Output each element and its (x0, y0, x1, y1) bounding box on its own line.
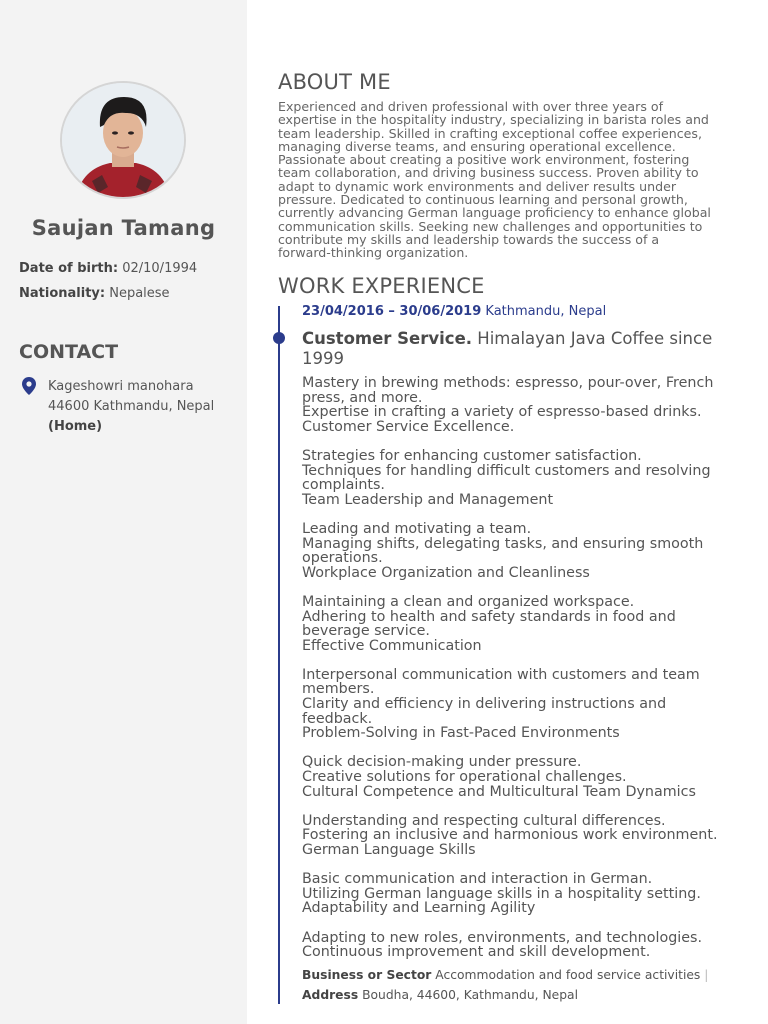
about-line: team collaboration, and driving business success. Proven ability to (278, 165, 699, 181)
duty-line: Creative solutions for operational challenges. (302, 769, 627, 786)
timeline-line (278, 306, 280, 1004)
job-title (302, 329, 742, 369)
profile-name: Saujan Tamang (31, 216, 216, 240)
duty-line: operations. (302, 550, 383, 567)
dob-label: Date of birth: (19, 261, 119, 276)
about-line: Passionate about creating a positive work environment, fostering (278, 152, 690, 168)
duty-spacer (302, 434, 742, 449)
duty-line: Quick decision-making under pressure. (302, 754, 582, 771)
duty-line: press, and more. (302, 389, 423, 406)
duty-spacer (302, 580, 742, 595)
contact-heading: CONTACT (19, 341, 119, 363)
business-address-label: Address (302, 988, 359, 1002)
duty-line: Fostering an inclusive and harmonious work environment. (302, 827, 718, 844)
job-dates (302, 304, 606, 319)
duty-line: Workplace Organization and Cleanliness (302, 564, 590, 581)
address-line-2: 44600 Kathmandu, Nepal (48, 399, 215, 414)
job-duties (302, 376, 742, 960)
about-line: communication skills. Seeking new challenges and opportunities to (278, 218, 703, 234)
duty-line: beverage service. (302, 623, 430, 640)
about-line: currently advancing German language proficiency to enhance global (278, 205, 711, 221)
avatar (60, 81, 186, 199)
duty-line: Effective Communication (302, 637, 482, 654)
duty-spacer (302, 858, 742, 873)
duty-line: Utilizing German language skills in a hospitality setting. (302, 885, 701, 902)
duty-line: Maintaining a clean and organized workspace. (302, 593, 635, 610)
avatar-photo-icon (62, 83, 184, 197)
job-role: Customer Service. (302, 329, 473, 348)
duty-line: Leading and motivating a team. (302, 520, 532, 537)
about-line: managing diverse teams, and ensuring operational excellence. (278, 138, 676, 154)
timeline-dot-icon (273, 332, 285, 344)
work-experience-heading: WORK EXPERIENCE (278, 274, 485, 298)
duty-line: Team Leadership and Management (302, 491, 554, 508)
about-line: contribute my skills and leadership towards the success of a (278, 231, 660, 247)
job-date-range: 23/04/2016 – 30/06/2019 (302, 304, 482, 319)
duty-line: Strategies for enhancing customer satisfaction. (302, 447, 642, 464)
duty-line: German Language Skills (302, 842, 476, 858)
duty-line: Adaptability and Learning Agility (302, 900, 536, 917)
duty-line: complaints. (302, 477, 385, 494)
duty-line: Mastery in brewing methods: espresso, pour-over, French (302, 375, 714, 391)
nationality-label: Nationality: (19, 286, 106, 301)
sidebar (0, 0, 247, 1024)
nationality (19, 286, 170, 301)
address-line-1: Kageshowri manohara (48, 379, 194, 394)
about-line: Experienced and driven professional with over three years of (278, 99, 664, 114)
duty-line: Problem-Solving in Fast-Paced Environments (302, 725, 620, 742)
duty-spacer (302, 799, 742, 814)
job-employer: Himalayan Java Coffee since 1999 (302, 329, 713, 368)
dob-value: 02/10/1994 (122, 261, 198, 276)
duty-line: Adapting to new roles, environments, and technologies. (302, 929, 703, 946)
sector-separator: | (704, 968, 709, 982)
duty-line: Clarity and efficiency in delivering instructions and (302, 696, 667, 713)
duty-line: Managing shifts, delegating tasks, and ensuring smooth (302, 535, 704, 552)
sector-value: Accommodation and food service activities (435, 968, 701, 982)
about-text (278, 100, 744, 260)
duty-line: members. (302, 681, 375, 698)
business-sector (302, 968, 708, 982)
about-heading: ABOUT ME (278, 70, 391, 94)
contact-address (48, 377, 214, 437)
about-line: pressure. Dedicated to continuous learning and personal growth, (278, 192, 688, 208)
duty-spacer (302, 507, 742, 522)
about-line: forward-thinking organization. (278, 245, 469, 261)
duty-line: Understanding and respecting cultural differences. (302, 812, 666, 829)
about-line: adapt to dynamic work environments and deliver results under (278, 178, 676, 194)
duty-line: Expertise in crafting a variety of espresso-based drinks. (302, 404, 702, 421)
nationality-value: Nepalese (109, 286, 170, 301)
duty-line: Continuous improvement and skill development. (302, 944, 651, 961)
duty-line: Techniques for handling difficult customers and resolving (302, 462, 711, 479)
duty-line: Cultural Competence and Multicultural Team Dynamics (302, 783, 696, 800)
date-of-birth (19, 261, 197, 276)
address-type: (Home) (48, 419, 103, 434)
business-address-value: Boudha, 44600, Kathmandu, Nepal (362, 988, 578, 1002)
duty-spacer (302, 741, 742, 756)
duty-spacer (302, 653, 742, 668)
job-location: Kathmandu, Nepal (485, 304, 607, 319)
duty-line: Customer Service Excellence. (302, 418, 515, 435)
duty-line: feedback. (302, 710, 373, 727)
duty-line: Interpersonal communication with customers and team (302, 666, 700, 683)
business-address (302, 988, 578, 1002)
duty-line: Basic communication and interaction in German. (302, 871, 653, 888)
duty-line: Adhering to health and safety standards in food and (302, 608, 676, 625)
duty-spacer (302, 916, 742, 931)
location-pin-icon (22, 377, 36, 395)
about-line: team leadership. Skilled in crafting exceptional coffee experiences, (278, 125, 702, 141)
about-line: expertise in the hospitality industry, specializing in barista roles and (278, 112, 709, 128)
sector-label: Business or Sector (302, 968, 432, 982)
